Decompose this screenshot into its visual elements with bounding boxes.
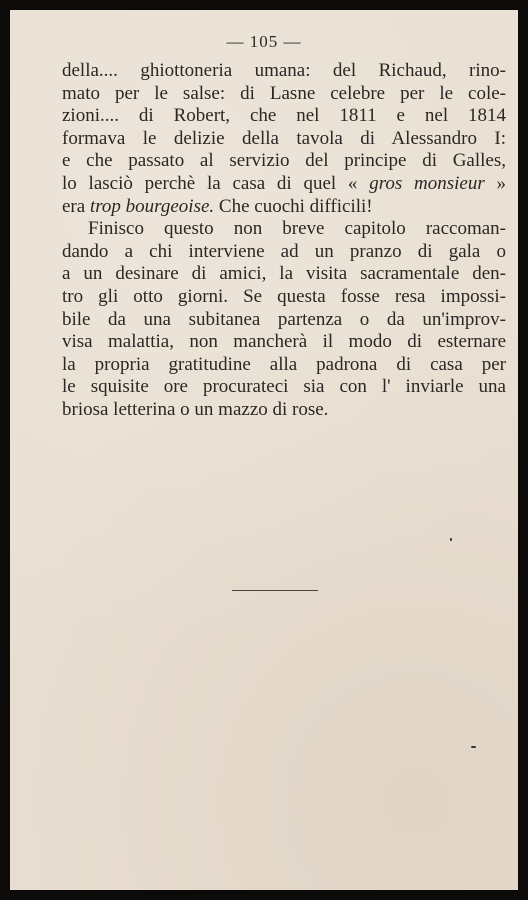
text-line: le squisite ore procurateci sia con l' inviarle una — [62, 376, 506, 398]
text-line: tro gli otto giorni. Se questa fosse resa impossi- — [62, 285, 506, 307]
text-run: era — [62, 195, 86, 217]
text-line — [62, 196, 506, 219]
paragraph-2 — [62, 218, 506, 421]
text-line: mato per le salse: di Lasne celebre per le cole- — [62, 82, 506, 104]
text-line: la propria gratitudine alla padrona di casa per — [62, 353, 506, 375]
text-line: a un desinare di amici, la visita sacramentale den- — [62, 263, 506, 285]
text-line: zioni.... di Robert, che nel 1811 e nel 1814 — [62, 105, 506, 127]
italic-phrase: trop bourgeoise. — [89, 195, 215, 217]
text-run: » — [496, 172, 507, 194]
page-number: — 105 — — [226, 32, 302, 51]
text-line: bile da una subitanea partenza o da un'improv- — [62, 308, 506, 330]
section-divider — [232, 590, 318, 591]
text-line: visa malattia, non mancherà il modo di esternare — [62, 331, 506, 353]
body-text — [62, 60, 506, 422]
text-line: Finisco questo non breve capitolo raccoman- — [88, 218, 506, 240]
text-line: della.... ghiottoneria umana: del Richaud, rino- — [62, 60, 506, 81]
text-line: e che passato al servizio del principe di Galles, — [62, 150, 506, 172]
text-line — [62, 173, 506, 196]
book-page — [10, 10, 518, 890]
text-line: dando a chi interviene ad un pranzo di gala o — [62, 240, 506, 262]
paper-speck — [471, 746, 476, 748]
text-run: lo lasciò perchè la casa di quel « — [62, 172, 358, 194]
text-line: formava le delizie della tavola di Alessandro I: — [62, 127, 506, 149]
text-line: briosa letterina o un mazzo di rose. — [62, 398, 329, 420]
paragraph-1 — [62, 60, 506, 218]
italic-phrase: gros monsieur — [369, 172, 485, 194]
text-run: Che cuochi difficili! — [218, 195, 373, 217]
paper-speck — [450, 538, 452, 541]
